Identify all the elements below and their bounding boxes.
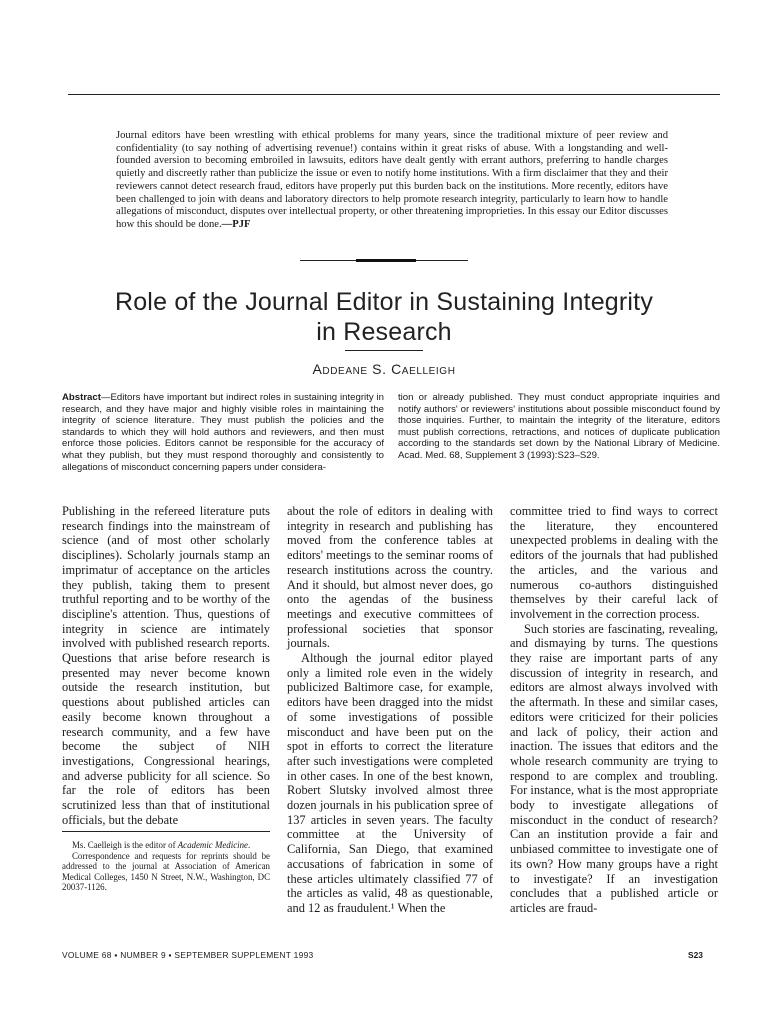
title-line-1: Role of the Journal Editor in Sustaining Integrity (114, 288, 654, 316)
author-footnote (62, 840, 270, 893)
author-name (200, 361, 568, 377)
body-paragraph: about the role of editors in dealing with integrity in research and publishing has moved from the conference tables at editors' meetings to the seminar rooms of research institutions across the country. And it should, but almost never does, go onto the agendas of the business meetings and executive committees of professional societies that sponsor journals. (287, 504, 493, 651)
body-column-1 (62, 504, 270, 827)
footnote-suffix: . (247, 840, 251, 850)
abstract-left (62, 392, 384, 473)
ornamental-rule-bar (356, 259, 416, 262)
abstract-right (398, 392, 720, 462)
footnote-correspondence: Correspondence and requests for reprints should be addressed to the journal at Association of American Medical Colleges, 1450 N Street, N.W., Washington, DC 20037-1126. (62, 850, 270, 893)
body-column-3 (510, 504, 718, 916)
editor-note (116, 130, 668, 232)
abstract-left-text: —Editors have important but indirect roles in sustaining integrity in research, and they have major and highly visible roles in maintaining the integrity of science literature. They must publish the policies and the standards to which they will hold authors and reviewers, and then must enforce those policies. Editors cannot be responsible for the accuracy of what they publish, but they must respond thoroughly and consistently to allegations of misconduct concerning papers under considera- (62, 392, 384, 473)
body-paragraph: committee tried to find ways to correct the literature, they encountered unexpected problems in dealing with the editors of the journals that had published the articles, and the various and numerous co-authors distinguished themselves by their careful lack of involvement in the correction process. (510, 504, 718, 621)
abstract-label: Abstract (62, 392, 101, 403)
page-footer-volume: VOLUME 68 ▪ NUMBER 9 ▪ SEPTEMBER SUPPLEMENT 1993 (62, 950, 314, 960)
footnote-affiliation (62, 840, 270, 851)
byline-rule (345, 350, 423, 351)
article-title (40, 287, 728, 347)
abstract-right-text: tion or already published. They must conduct appropriate inquiries and notify authors' or reviewers' institutions about possible misconduct found by those inquiries. Further, to maintain the integrity of the literature, editors must publish corrections, retractions, and notices of duplicate publication according to the standards set down by the National Library of Medicine. Acad. Med. 68, Supplement 3 (1993):S23–S29. (398, 392, 720, 461)
editor-note-signature: —PJF (221, 218, 251, 230)
ornamental-rule (300, 260, 468, 261)
footnote-prefix: Ms. Caelleigh is the editor of (72, 840, 178, 850)
page-number: S23 (688, 950, 703, 960)
body-paragraph: Such stories are fascinating, revealing, and dismaying by turns. The questions they raise are important parts of any discussion of integrity in research, and editors are almost always involved with the aftermath. In these and similar cases, editors were criticized for their policies and lack of policy, their action and inaction. The issues that editors and the whole research community are trying to respond to are complex and troubling. For instance, what is the most appropriate body to investigate allegations of misconduct in the conduct of research? Can an institution provide a fair and unbiased committee to investigate one of its own? How many groups have a right to investigate? If an investigation concludes that a published article or articles are fraud- (510, 621, 718, 915)
footnote-journal: Academic Medicine (177, 840, 248, 850)
body-column-2 (287, 504, 493, 916)
author-name-text: Addeane S. Caelleigh (312, 361, 456, 377)
editor-note-text: Journal editors have been wrestling with ethical problems for many years, since the traditional mixture of peer review and confidentiality (to say nothing of advertising revenue!) contains within it great risks of abuse. With a longstanding and well-founded aversion to becoming embroiled in lawsuits, editors have dealt gently with errant authors, preferring to handle charges quietly and discreetly rather than publicize the issue or even to notify home institutions. With a firm disclaimer that they and their reviewers cannot detect research fraud, editors have properly put this burden back on the institutions. More recently, editors have been challenged to join with deans and laboratory directors to help promote research integrity, particularly to learn how to handle allegations of misconduct, disputes over intellectual property, or other threatening improprieties. In this essay our Editor discusses how this should be done. (116, 130, 668, 230)
body-paragraph: Publishing in the refereed literature puts research findings into the mainstream of science (and of most other scholarly disciplines). Scholarly journals stamp an imprimatur of acceptance on the articles they publish, taking them to present truthful reporting and to be worthy of the discipline's attention. Thus, questions of integrity in science are intimately involved with published research reports. Questions that arise before research is presented may never become known outside the research institution, but questions about published articles can easily become known throughout a research community, and a few have become the subject of NIH investigations, Congressional hearings, and adverse publicity for all science. So far the role of editors has been scrutinized less than that of institutional officials, but the debate (62, 504, 270, 827)
footnote-rule (62, 831, 270, 832)
title-line-2: in Research (316, 318, 452, 346)
body-paragraph: Although the journal editor played only a limited role even in the widely publicized Baltimore case, for example, editors have been dragged into the midst of some investigations of possible misconduct and have been put on the spot in efforts to correct the literature after such investigations were completed in other cases. In one of the best known, Robert Slutsky involved almost three dozen journals in his publication spree of 137 articles in seven years. The faculty committee at the University of California, San Diego, that examined accusations of fabrication in some of these articles ultimately classified 77 of the articles as valid, 48 as questionable, and 12 as fraudulent.¹ When the (287, 651, 493, 915)
top-rule (68, 94, 720, 95)
